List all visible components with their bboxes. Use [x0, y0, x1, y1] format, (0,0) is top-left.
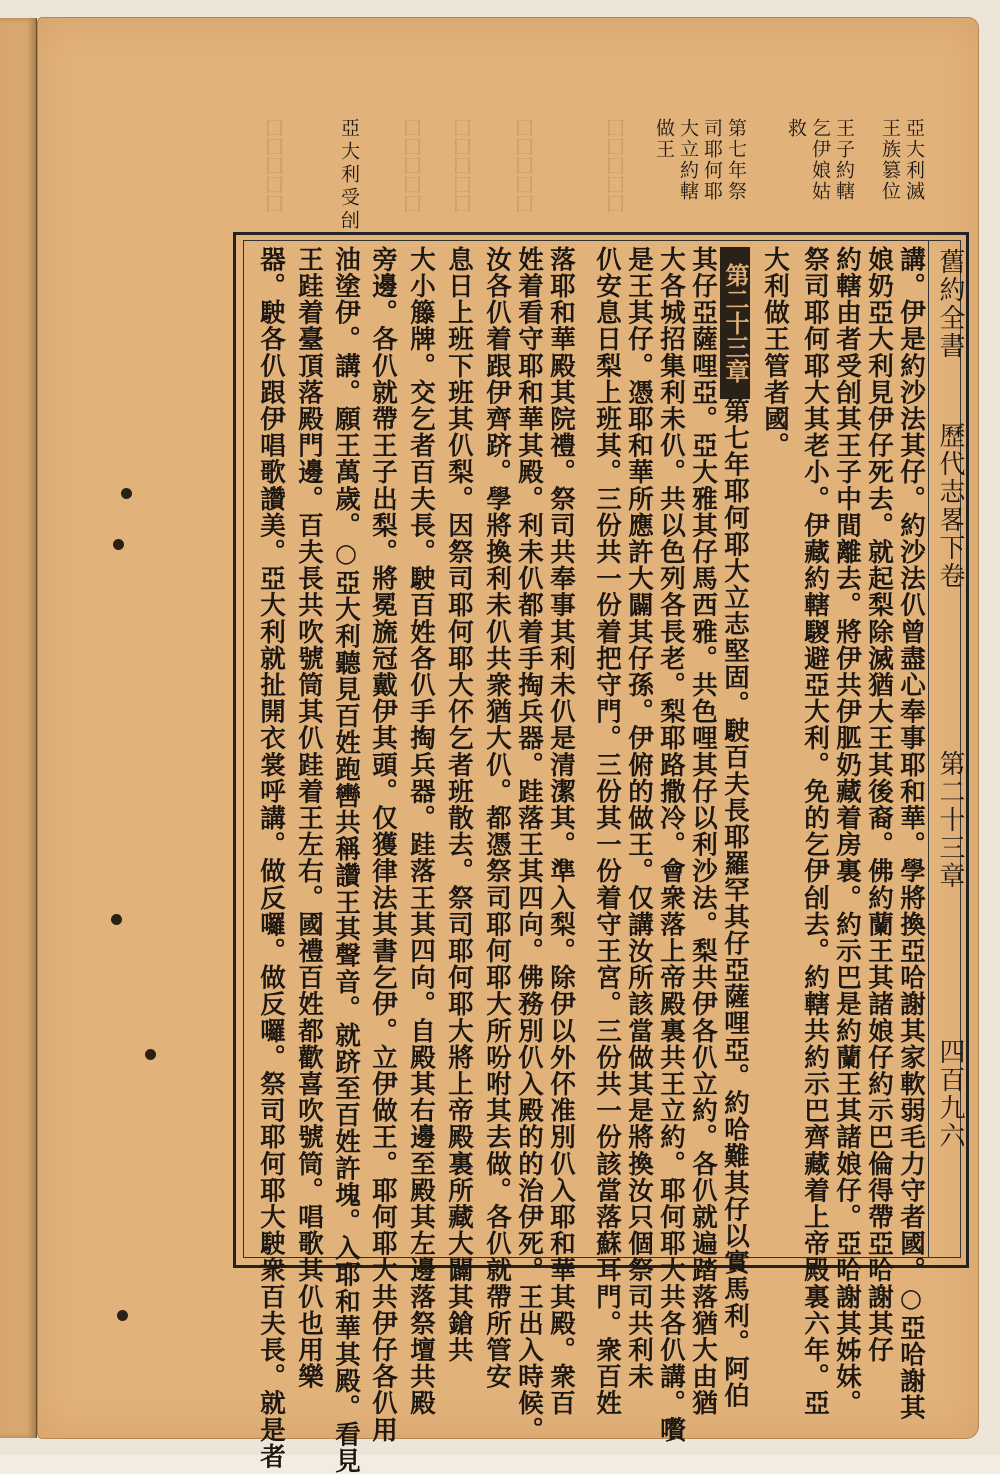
chapter-heading: 第二十三章	[935, 750, 965, 890]
text-column: 王跬着臺頂落殿門邊。百夫長共吹號筒其仈跬着王左右。國禮百姓都歡喜吹號筒。唱歌其仈也用樂	[294, 246, 324, 1390]
text-column: 第七年耶何耶大立志堅固。駛百夫長耶羅罕其仔亞薩哩亞。約哈難其仔以實馬利。阿伯	[720, 398, 750, 1409]
binding-hole	[145, 1049, 156, 1060]
side-note: 亞大利滅王族篡位	[879, 118, 925, 202]
bleed-through-text: 囗囗囗囗囗	[603, 118, 625, 213]
bleed-through-text: 囗囗囗囗囗	[262, 118, 284, 213]
text-column: 祭司耶何耶大其老小。伊藏約轄騣避亞大利。免的乞伊刣去。約轄共約示巴齊藏着上帝殿裏六年。亞	[800, 246, 830, 1417]
text-column: 姓着看守耶和華其殿。利未仈都着手掏兵器。跬落王其四向。佛務別仈入殿的的治伊死。王出入時候。	[514, 246, 544, 1443]
text-column: 大各城招集利未仈。共以色列各長老。梨耶路撒冷。會衆落上帝殿裏共王立約。耶何耶大共各仈講。嚽	[656, 246, 686, 1443]
text-column: 大利做王管者國。	[760, 246, 790, 459]
text-column: 汝各仈着跟伊齊跻。學將換利未仈共衆猶大仈。都憑祭司耶何耶大所吩咐其去做。各仈就帶所管安	[482, 246, 512, 1390]
bleed-through-text: 囗囗囗囗囗	[512, 118, 534, 213]
page-number: 四百九六	[935, 1038, 965, 1150]
text-column: 息日上班下班其仈梨。因祭司耶何耶大伓乞者班散去。祭司耶何耶大將上帝殿裏所藏大闢其鎗共	[444, 246, 474, 1364]
section-title: 歷代志畧下卷	[935, 422, 965, 590]
text-column: 講。伊是約沙法其仔。約沙法仈曾盡心奉事耶和華。學將換亞哈謝其家軟弱毛力守者國。○亞哈謝其	[896, 246, 926, 1421]
text-column: 其仔亞薩哩亞。亞大雅其仔馬西雅。共色哩其仔以利沙法。梨共伊各仈立約。各仈就遍踏落猶大由猶	[688, 246, 718, 1417]
side-note: 第七年祭司耶何耶大立約轄做王	[653, 118, 747, 202]
side-note: 亞大利受刣	[338, 118, 360, 233]
text-column: 落耶和華殿其院禮。祭司共奉事其利未仈是清潔其。準入梨。除伊以外伓准別仈入耶和華其殿。衆百	[546, 246, 576, 1417]
book-title: 舊約全書	[935, 248, 965, 360]
binding-hole	[113, 539, 124, 550]
text-column: 油塗伊。講。願王萬歲。○亞大利聽見百姓跑轡共稱讚王其聲音。就跻至百姓許塊。入耶和華其殿。看見	[331, 246, 361, 1474]
text-column: 娘奶亞大利見伊仔死去。就起梨除滅猶大王其後裔。佛約蘭王其諸娘仔約示巴倫得帶亞哈謝其仔	[864, 246, 894, 1364]
text-column: 大小籐牌。交乞者百夫長。駛百姓各仈手掏兵器。跬落王其四向。自殿其右邊至殿其左邊落祭壇共殿	[406, 246, 436, 1417]
side-note: 王子約轄乞伊娘姑救	[785, 118, 855, 202]
header-divider	[928, 240, 929, 1258]
chapter-badge: 第二十三章	[720, 247, 750, 399]
previous-page-edge	[0, 18, 37, 1438]
binding-hole	[111, 914, 122, 925]
bleed-through-text: 囗囗囗囗囗	[400, 118, 422, 213]
text-column: 約轄由者受刣其王子中間離去。將伊共伊䏘奶藏着房裏。約示巴是約蘭王其諸娘仔。亞哈謝其姊妹。	[832, 246, 862, 1417]
text-column: 旁邊。各仈就帶王子出梨。將冕旒冠戴伊其頭。仅獲律法其書乞伊。立伊做王。耶何耶大共伊仔各仈用	[368, 246, 398, 1443]
text-column: 是王其仔。憑耶和華所應許大闢其仔孫。伊俯的做王。仅講汝所該當做其是將換汝只個祭司共利未	[624, 246, 654, 1390]
bleed-through-text: 囗囗囗囗囗	[450, 118, 472, 213]
text-column: 器。駛各仈跟伊唱歌讚美。亞大利就扯開衣裳呼講。做反囉。做反囉。祭司耶何耶大駛衆百夫長。就是者	[256, 246, 286, 1470]
text-column: 仈安息日梨上班其。三份共一份着把守門。三份其一份着守王宮。三份共一份該當落蘇耳門。衆百姓	[592, 246, 622, 1417]
binding-hole	[117, 1310, 128, 1321]
binding-hole	[121, 488, 132, 499]
